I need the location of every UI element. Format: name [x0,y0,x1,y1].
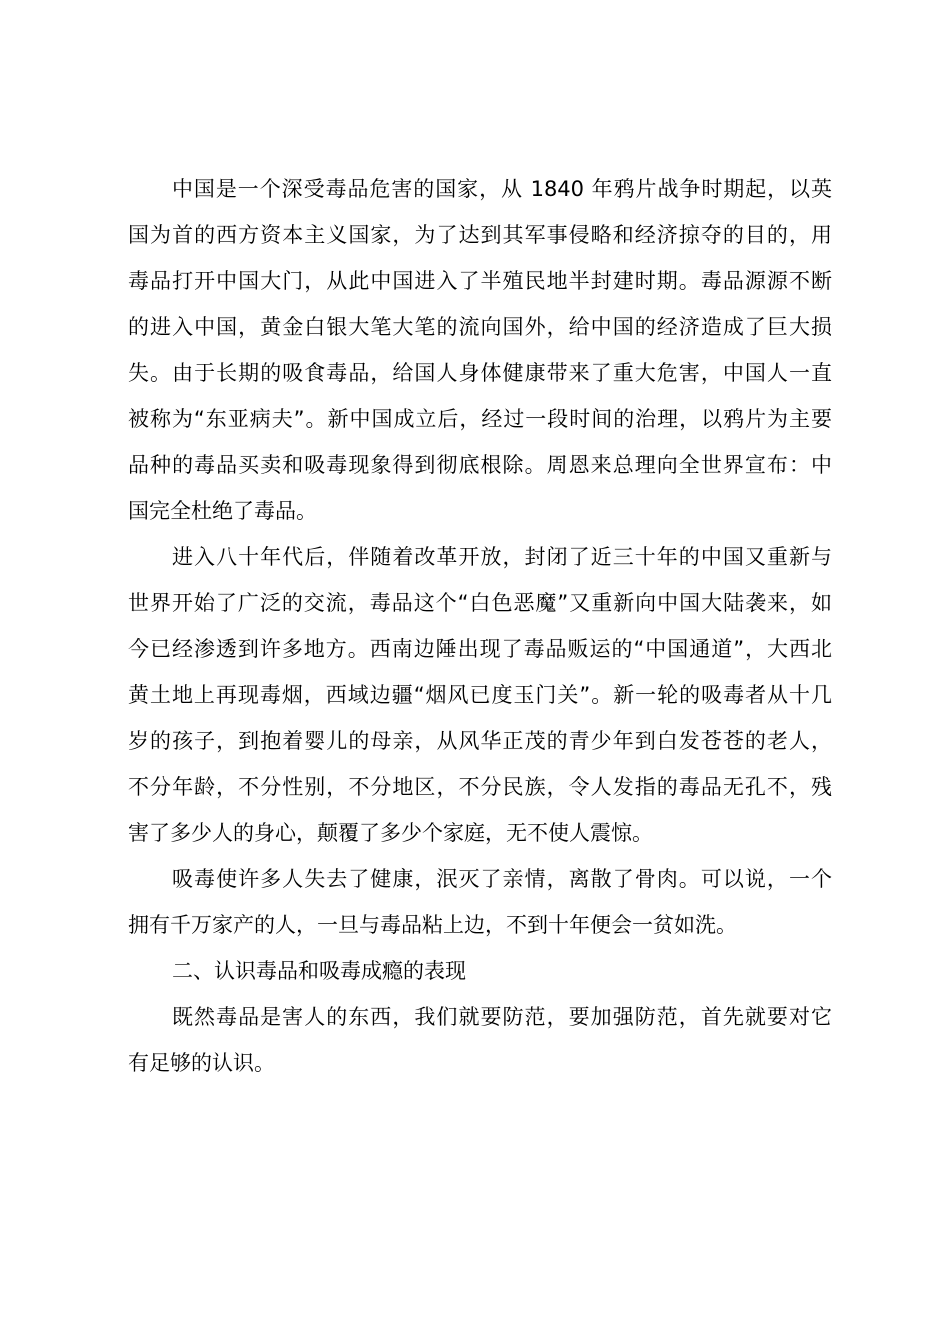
text-line: 有足够的认识。 [128,1051,275,1075]
text-line: 毒品打开中国大门，从此中国进入了半殖民地半封建时期。毒品源源不断 [128,269,832,293]
text-line: 中国是一个深受毒品危害的国家，从 1840 年鸦片战争时期起，以英 [172,177,832,201]
section-heading [128,948,832,994]
text-line: 世界开始了广泛的交流，毒品这个“白色恶魔”又重新向中国大陆袭来，如 [128,591,832,615]
text-line: 品种的毒品买卖和吸毒现象得到彻底根除。周恩来总理向全世界宣布：中 [128,453,832,477]
paragraph-harm [128,856,832,948]
text-line: 吸毒使许多人失去了健康，泯灭了亲情，离散了骨肉。可以说，一个 [172,867,832,891]
paragraph-opium-history [128,166,832,534]
text-line: 既然毒品是害人的东西，我们就要防范，要加强防范，首先就要对它 [172,1005,832,1029]
text-line: 不分年龄，不分性别，不分地区，不分民族，令人发指的毒品无孔不，残 [128,775,832,799]
text-line: 被称为“东亚病夫”。新中国成立后，经过一段时间的治理，以鸦片为主要 [128,407,832,431]
paragraph-eighties [128,534,832,856]
section-heading-text: 二、认识毒品和吸毒成瘾的表现 [172,959,466,983]
document-body [128,166,832,1086]
paragraph-awareness [128,994,832,1086]
text-line: 失。由于长期的吸食毒品，给国人身体健康带来了重大危害，中国人一直 [128,361,832,385]
text-line: 国完全杜绝了毒品。 [128,499,317,523]
text-line: 进入八十年代后，伴随着改革开放，封闭了近三十年的中国又重新与 [172,545,832,569]
text-line: 黄土地上再现毒烟，西域边疆“烟风已度玉门关”。新一轮的吸毒者从十几 [128,683,832,707]
text-line: 害了多少人的身心，颠覆了多少个家庭，无不使人震惊。 [128,821,653,845]
text-line: 的进入中国，黄金白银大笔大笔的流向国外，给中国的经济造成了巨大损 [128,315,832,339]
text-line: 拥有千万家产的人，一旦与毒品粘上边，不到十年便会一贫如洗。 [128,913,737,937]
text-line: 今已经渗透到许多地方。西南边陲出现了毒品贩运的“中国通道”，大西北 [128,637,832,661]
text-line: 岁的孩子，到抱着婴儿的母亲，从风华正茂的青少年到白发苍苍的老人， [128,729,832,753]
text-line: 国为首的西方资本主义国家，为了达到其军事侵略和经济掠夺的目的，用 [128,223,832,247]
